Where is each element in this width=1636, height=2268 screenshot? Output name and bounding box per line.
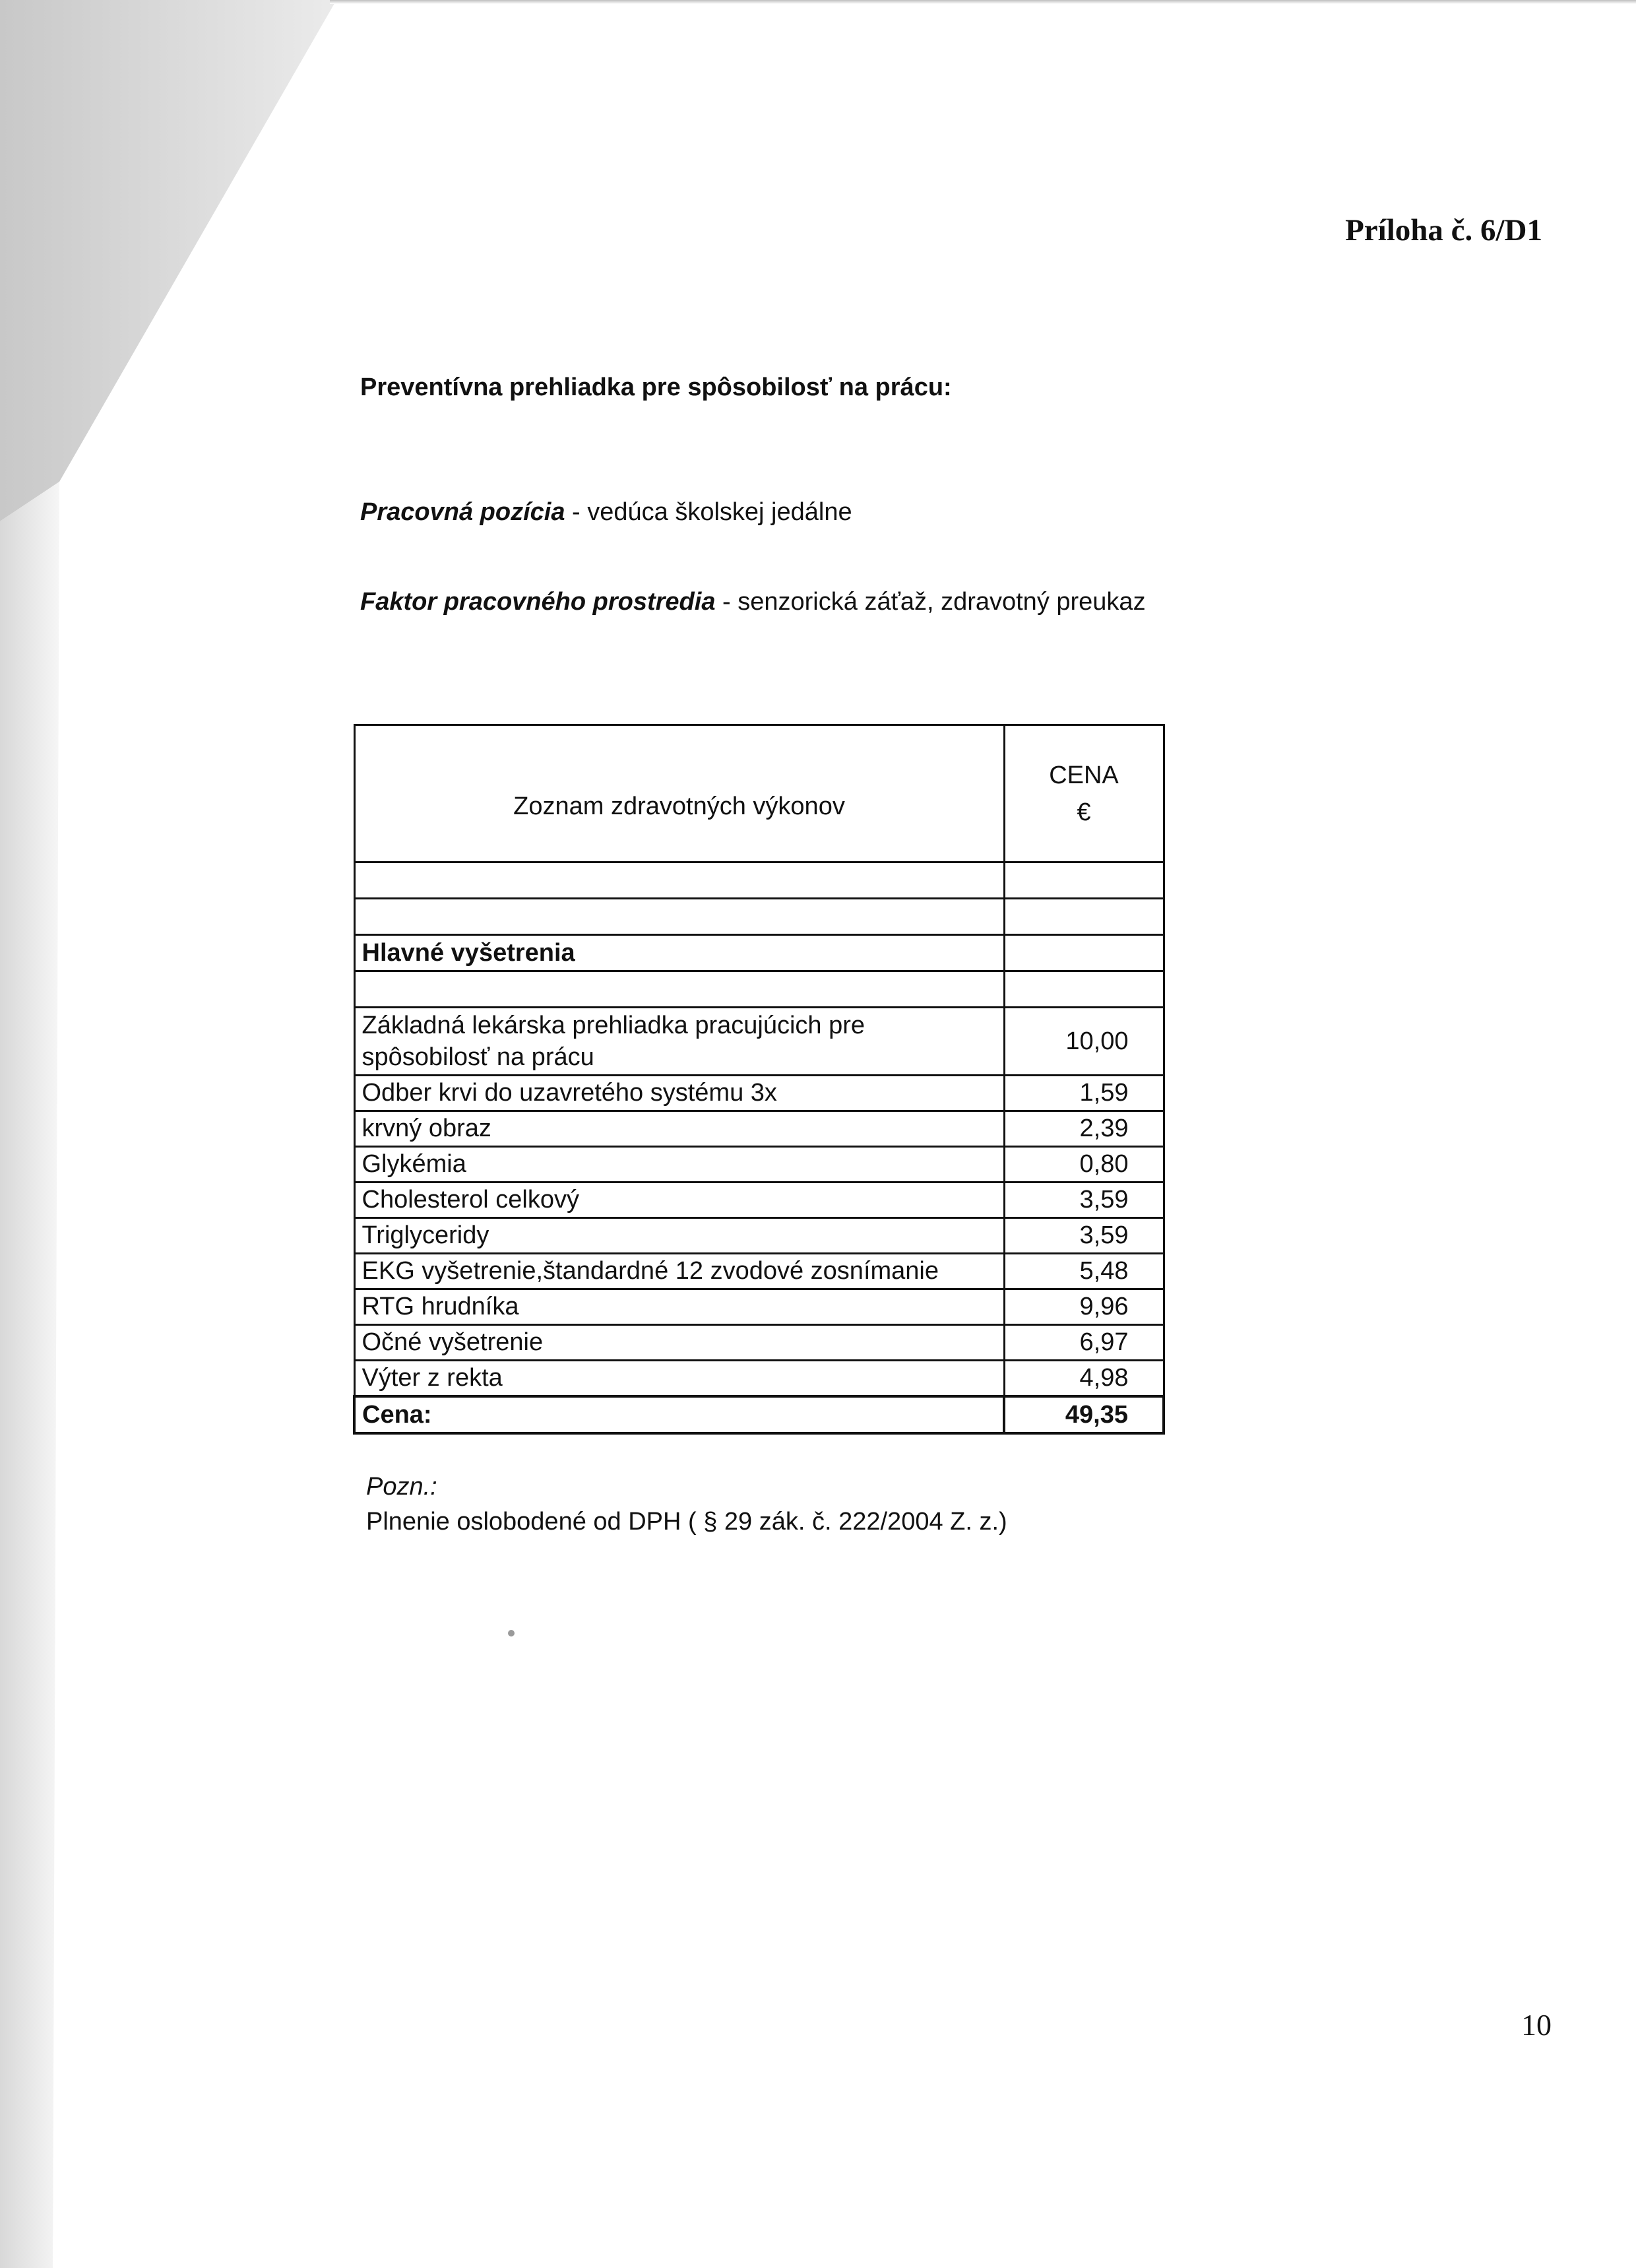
scan-speck xyxy=(508,1630,515,1636)
column-header-services: Zoznam zdravotných výkonov xyxy=(354,725,1004,862)
service-price: 0,80 xyxy=(1004,1147,1164,1183)
table-row xyxy=(354,1076,1164,1111)
service-price: 10,00 xyxy=(1004,1008,1164,1076)
work-position-separator: - xyxy=(565,498,588,526)
service-name: EKG vyšetrenie,štandardné 12 zvodové zosnímanie xyxy=(354,1254,1004,1289)
service-name: Cholesterol celkový xyxy=(354,1183,1004,1218)
service-name: Glykémia xyxy=(354,1147,1004,1183)
document-heading: Preventívna prehliadka pre spôsobilosť na prácu: xyxy=(360,373,952,401)
blank-row xyxy=(354,899,1164,935)
table-row xyxy=(354,1254,1164,1289)
table-row xyxy=(354,1183,1164,1218)
table-row xyxy=(354,1008,1164,1076)
table-row xyxy=(354,1325,1164,1361)
service-name: krvný obraz xyxy=(354,1111,1004,1147)
service-name: Základná lekárska prehliadka pracujúcich pre spôsobilosť na prácu xyxy=(354,1008,1004,1076)
annex-label: Príloha č. 6/D1 xyxy=(1345,213,1542,247)
section-row xyxy=(354,935,1164,971)
table-header-row xyxy=(354,725,1164,862)
table-row xyxy=(354,1361,1164,1397)
service-name: Triglyceridy xyxy=(354,1218,1004,1254)
service-price: 6,97 xyxy=(1004,1325,1164,1361)
price-currency: € xyxy=(1077,798,1091,826)
total-row xyxy=(354,1396,1164,1433)
table-row xyxy=(354,1289,1164,1325)
factor-separator: - xyxy=(715,588,738,616)
work-position-label: Pracovná pozícia xyxy=(360,498,565,526)
service-price: 4,98 xyxy=(1004,1361,1164,1397)
service-name: Očné vyšetrenie xyxy=(354,1325,1004,1361)
work-position xyxy=(360,496,852,528)
page-number: 10 xyxy=(1521,2008,1552,2042)
factor-value: senzorická záťaž, zdravotný preukaz xyxy=(738,588,1146,616)
section-title: Hlavné vyšetrenia xyxy=(354,935,1004,971)
service-price: 1,59 xyxy=(1004,1076,1164,1111)
service-name: Výter z rekta xyxy=(354,1361,1004,1397)
service-price: 2,39 xyxy=(1004,1111,1164,1147)
work-position-value: vedúca školskej jedálne xyxy=(587,498,852,526)
note-text: Plnenie oslobodené od DPH ( § 29 zák. č. 222/2004 Z. z.) xyxy=(366,1508,1007,1536)
service-price: 3,59 xyxy=(1004,1183,1164,1218)
table-row xyxy=(354,1111,1164,1147)
service-name: RTG hrudníka xyxy=(354,1289,1004,1325)
column-header-price xyxy=(1004,725,1164,862)
blank-row xyxy=(354,862,1164,899)
table-row xyxy=(354,1218,1164,1254)
service-price: 5,48 xyxy=(1004,1254,1164,1289)
blank-row xyxy=(354,971,1164,1008)
scan-top-edge xyxy=(330,0,1636,4)
factor-label: Faktor pracovného prostredia xyxy=(360,588,716,616)
total-label: Cena: xyxy=(354,1396,1004,1433)
price-header-label: CENA xyxy=(1049,761,1119,789)
services-table xyxy=(353,724,1165,1435)
table-row xyxy=(354,1147,1164,1183)
service-price: 3,59 xyxy=(1004,1218,1164,1254)
service-price: 9,96 xyxy=(1004,1289,1164,1325)
service-name: Odber krvi do uzavretého systému 3x xyxy=(354,1076,1004,1111)
work-environment-factor xyxy=(360,586,1165,618)
note-label: Pozn.: xyxy=(366,1473,437,1501)
scan-shadow xyxy=(0,0,369,2268)
total-value: 49,35 xyxy=(1004,1396,1164,1433)
